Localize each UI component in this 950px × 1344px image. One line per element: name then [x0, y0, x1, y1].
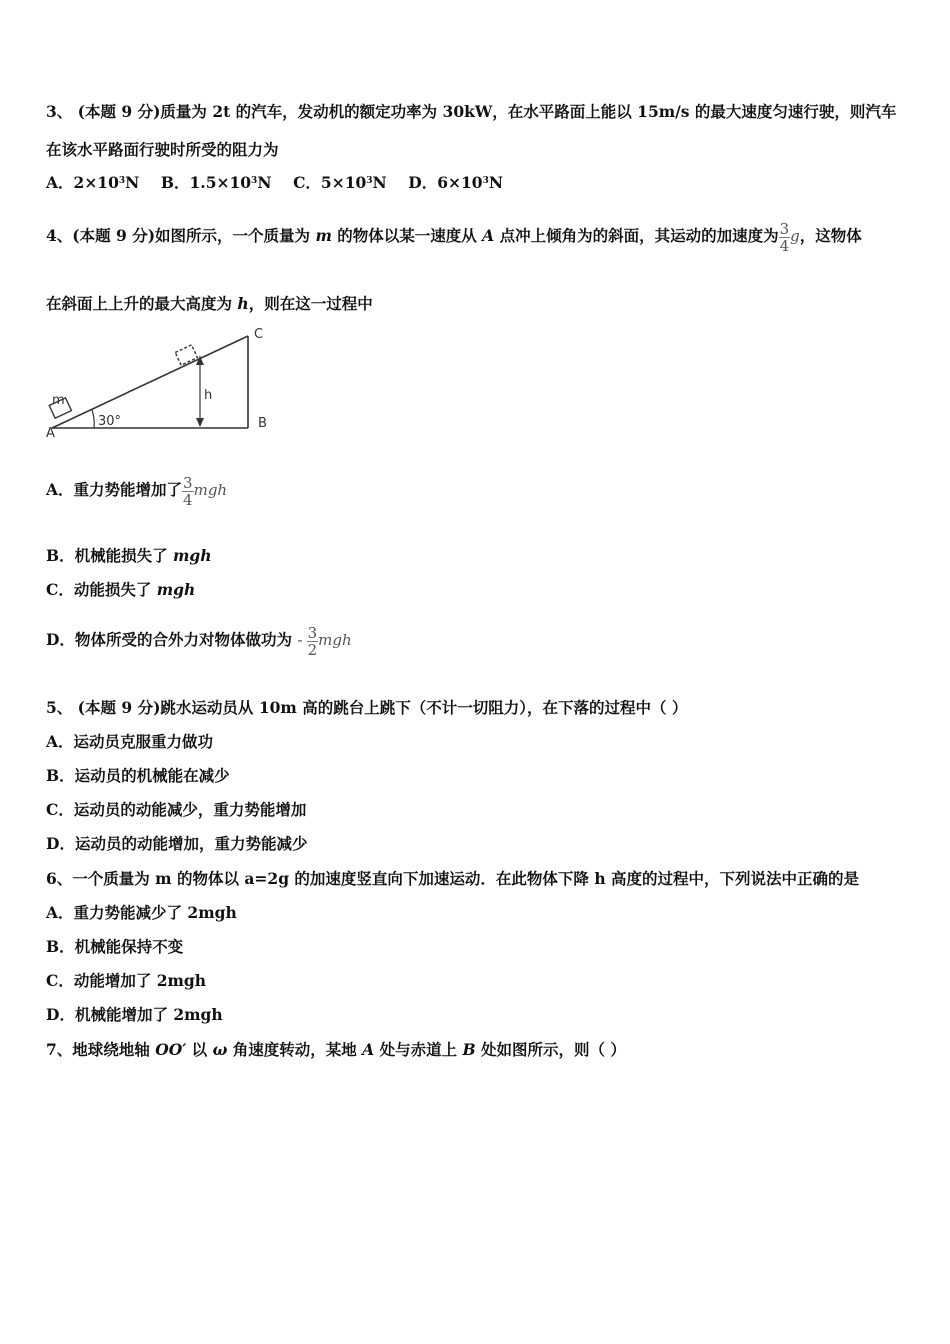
q4-option-c: C．动能损失了 mgh — [46, 580, 196, 599]
q3-option-a: A．$2\times 10^3N$ — [46, 173, 140, 192]
q3-option-d: D．$6\times 10^3N$ — [408, 173, 504, 192]
q4-stem-line1: 4、(本题 9 分)如图所示，一个质量为 m 的物体以某一速度从 A 点冲上倾角为的斜面，其运动的加速度为 $\frac{3}{4}$ g，这物体 — [46, 219, 862, 255]
height-label: h — [204, 388, 213, 403]
q6-option-c: C．动能增加了 2mgh — [46, 971, 207, 990]
q6-option-d: D．机械能增加了 2mgh — [46, 1005, 223, 1024]
q5-option-d: D．运动员的动能增加，重力势能减少 — [46, 834, 308, 853]
point-a-label: A — [46, 426, 55, 440]
incline-slope — [52, 336, 248, 428]
q6-option-b: B．机械能保持不变 — [46, 937, 184, 956]
q4-option-b: B．机械能损失了 mgh — [46, 546, 212, 565]
q3-option-c: C．$5\times 10^3N$ — [293, 173, 387, 192]
point-b-label: B — [258, 416, 267, 431]
q4-option-a-fraction: $\frac{3}{4}$ — [183, 473, 193, 509]
q3-options — [46, 173, 503, 193]
height-arrow-down-icon — [196, 418, 204, 427]
q3-stem-line2: 在该水平路面行驶时所受的阻力为 — [46, 140, 279, 159]
q5-option-c: C．运动员的动能减少，重力势能增加 — [46, 800, 307, 819]
q5-stem: 5、 (本题 9 分)跳水运动员从 10m 高的跳台上跳下（不计一切阻力），在下落的过程中（ ） — [46, 698, 688, 717]
mass-label: m — [52, 393, 65, 408]
angle-label: 30° — [98, 414, 122, 429]
q7-stem: 7、地球绕地轴 OO′ 以 ω 角速度转动，某地 A 处与赤道上 B 处如图所示，则（ ） — [46, 1040, 626, 1059]
q5-option-a: A．运动员克服重力做功 — [46, 732, 214, 751]
q3-stem-line1: 3、 (本题 9 分)质量为 2t 的汽车，发动机的额定功率为 30kW，在水平路面上能以 15m/s 的最大速度匀速行驶，则汽车 — [46, 102, 897, 121]
q4-option-d-fraction: $\frac{3}{2}$ — [307, 623, 318, 659]
q3-option-b: B．$1.5\times 10^3N$ — [160, 173, 272, 192]
point-c-label: C — [254, 327, 264, 342]
incline-diagram — [42, 322, 282, 440]
q4-acceleration-fraction: $\frac{3}{4}$ — [779, 219, 790, 255]
q6-stem: 6、一个质量为 m 的物体以 a=2g 的加速度竖直向下加速运动．在此物体下降 h 高度的过程中，下列说法中正确的是 — [46, 869, 859, 888]
q5-option-b: B．运动员的机械能在减少 — [46, 766, 230, 785]
angle-arc — [92, 410, 94, 428]
q4-stem-line2: 在斜面上上升的最大高度为 h，则在这一过程中 — [46, 294, 373, 313]
q6-option-a: A．重力势能减少了 2mgh — [46, 903, 237, 922]
q4-option-d: D．物体所受的合外力对物体做功为 - $\frac{3}{2}$ mgh — [46, 623, 352, 659]
q4-option-a: A．重力势能增加了 $\frac{3}{4}$ mgh — [46, 473, 228, 509]
